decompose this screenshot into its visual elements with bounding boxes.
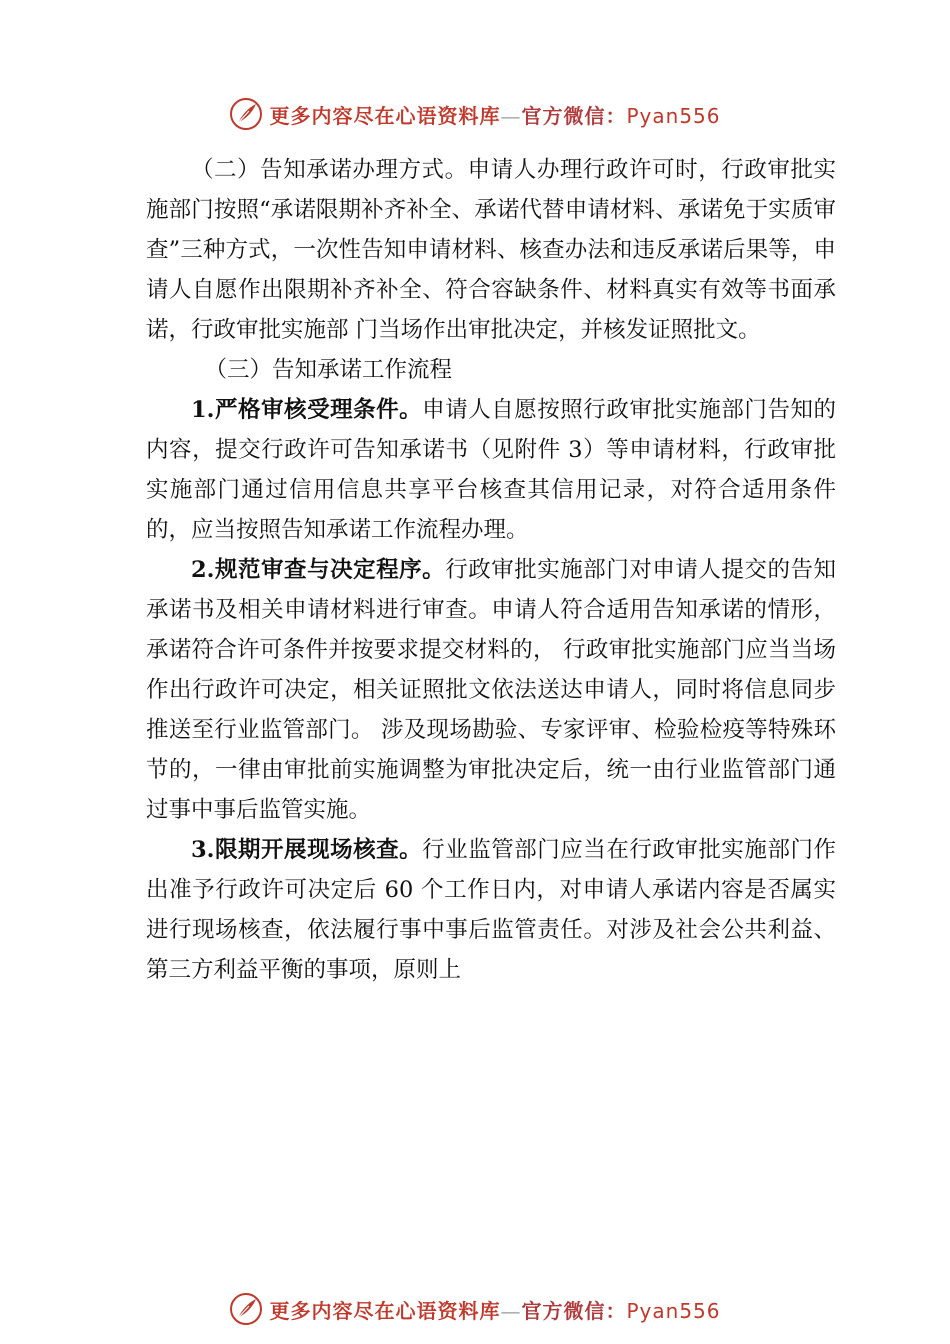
banner-main-text: 更多内容尽在心语资料库 [269,1298,501,1323]
banner-sub-text: 官方微信： [521,103,627,128]
feather-pen-icon [229,1292,263,1326]
header-watermark-banner [0,94,950,134]
section-heading-workflow: （三）告知承诺工作流程 [204,357,453,383]
banner-wechat-id: Pyan556 [626,103,721,128]
banner-wechat-id: Pyan556 [626,1298,721,1323]
banner-dash: — [500,1298,522,1323]
banner-main-text: 更多内容尽在心语资料库 [269,103,501,128]
banner-dash: — [500,103,522,128]
feather-pen-icon [229,97,263,131]
document-body [146,150,836,990]
banner-sub-text: 官方微信： [521,1298,627,1323]
paragraph-notification-method: （二）告知承诺办理方式。申请人办理行政许可时，行政审批实施部门按照“承诺限期补齐补全、承诺代替申请材料、承诺免于实质审查”三种方式，一次性告知申请材料、核查办法和违反承诺后果等，申请人自愿作出限期补齐补全、符合容缺条件、材料真实有效等书面承诺，行政审批实施部 门当场作出审批决定，并核发证照批文。 [146,157,836,343]
paragraph-review-procedure: 2.规范审查与决定程序。行政审批实施部门对申请人提交的告知承诺书及相关申请材料进行审查。申请人符合适用告知承诺的情形，承诺符合许可条件并按要求提交材料的， 行政审批实施部门应当当场作出行政许可决定，相关证照批文依法送达申请人，同时将信息同步推送至行业监管部门。 涉及现场勘验、专家评审、检验检疫等特殊环节的，一律由审批前实施调整为审批决定后，统一由行业监管部门通过事中事后监管实施。 [146,557,836,823]
footer-watermark-banner [0,1289,950,1329]
paragraph-site-inspection: 3.限期开展现场核查。行业监管部门应当在行政审批实施部门作出准予行政许可决定后 60 个工作日内，对申请人承诺内容是否属实进行现场核查，依法履行事中事后监管责任。对涉及社会公共利益、第三方利益平衡的事项，原则上 [146,837,836,983]
paragraph-acceptance-conditions: 1.严格审核受理条件。申请人自愿按照行政审批实施部门告知的内容，提交行政许可告知承诺书（见附件 3）等申请材料，行政审批实施部门通过信用信息共享平台核查其信用记录，对符合适用条件的，应当按照告知承诺工作流程办理。 [146,397,836,543]
